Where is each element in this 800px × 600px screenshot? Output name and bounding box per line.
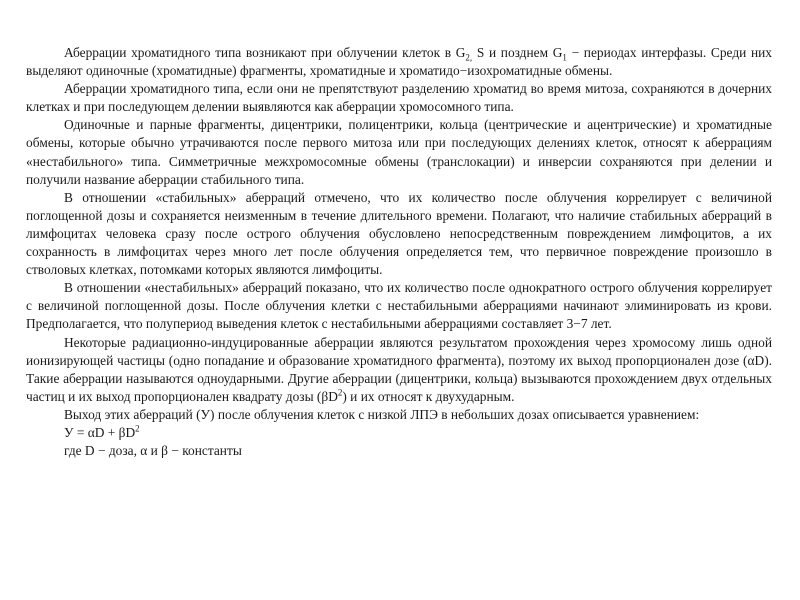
yield-equation: $У = \alpha D + \beta D^2$ [64,423,140,440]
paragraph-hit-types: Некоторые радиационно-индуцированные аберрации являются результатом прохождения через хромосому лишь одной ионизирующей частицы (одно попадание и образование хроматидного фрагмента), поэтому их выход пропорционален дозе (αD). Такие аберрации называются одноударными. Другие аберрации (дицентрики, кольца) вызываются прохождением двух отдельных частиц и их выход пропорционален квадрату дозы $(\beta D^2)$ и их относят к двухударным. [26,334,772,404]
paragraph-chromatid-persistence: Аберрации хроматидного типа, если они не препятствуют разделению хроматид во время митоза, сохраняются в дочерних клетках и при последующем делении выявляются как аберрации хромосомного типа. [26,81,772,115]
equation-legend: где D − доза, α и β − константы [64,443,242,459]
paragraph-unstable-stable-types: Одиночные и парные фрагменты, дицентрики, полицентрики, кольца (центрические и ацентрические) и хроматидные обмены, которые обычно утрачиваются после первого митоза или при последующих делениях клеток, относят к аберрациям «нестабильного» типа. Симметричные межхромосомные обмены (транслокации) и инверсии сохраняются при делении и получили название аберрации стабильного типа. [26,117,772,187]
document-page [26,44,772,460]
paragraph-stable-aberrations: В отношении «стабильных» аберраций отмечено, что их количество после облучения коррелирует с величиной поглощенной дозы и сохраняется неизменным в течение длительного времени. Полагают, что наличие стабильных аберраций в лимфоцитах человека сразу после острого облучения обусловлено непосредственным повреждением лимфоцитов, а их сохранность в лимфоцитах через много лет после облучения определяется тем, что первичное повреждение произошло в стволовых клетках, потомками которых являются лимфоциты. [26,189,772,278]
paragraph-unstable-aberrations: В отношении «нестабильных» аберраций показано, что их количество после однократного острого облучения коррелирует с величиной поглощенной дозы. После облучения клетки с нестабильными аберрациями начинают элиминировать из крови. Предполагается, что полупериод выведения клеток с нестабильными аберрациями составляет 3−7 лет. [26,280,772,332]
paragraph-chromatid-aberrations: Аберрации хроматидного типа возникают при облучении клеток в $G_{2,}$ S и позднем $G_1$ − периодах интерфазы. Среди них выделяют одиночные (хроматидные) фрагменты, хроматидные и хроматидо−изохроматидные обмены. [26,45,772,79]
paragraph-yield-equation-intro: Выход этих аберраций (У) после облучения клеток с низкой ЛПЭ в небольших дозах описывается уравнением: [64,406,700,422]
